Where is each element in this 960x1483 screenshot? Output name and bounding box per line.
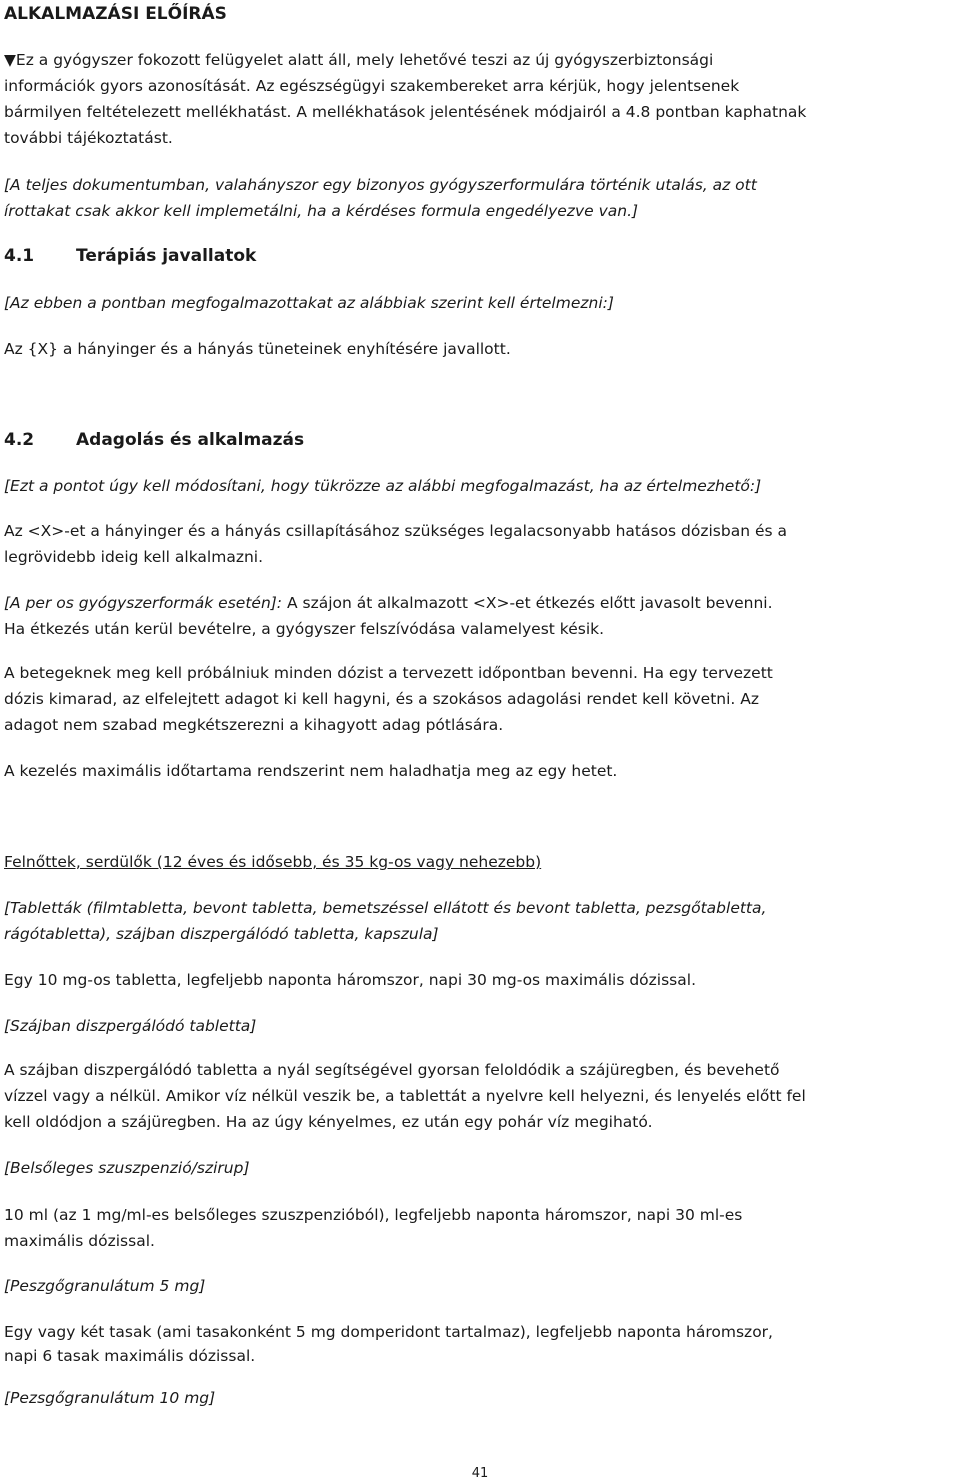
section-heading-4-2	[4, 430, 304, 450]
adults-heading: Felnőttek, serdülők (12 éves és idősebb, és 35 kg-os vagy nehezebb)	[4, 853, 542, 871]
section-heading-4-1	[4, 246, 256, 266]
paragraph-line: legrövidebb ideig kell alkalmazni.	[4, 548, 264, 566]
tablets-dosage: Egy 10 mg-os tabletta, legfeljebb naponta háromszor, napi 30 mg-os maximális dózissal.	[4, 971, 696, 989]
section-note: [Az ebben a pontban megfogalmazottakat az alábbiak szerint kell értelmezni:]	[4, 294, 614, 312]
section-number: 4.1	[4, 246, 35, 266]
intro-line: információk gyors azonosítását. Az egészségügyi szakembereket arra kérjük, hogy jelentsenek	[4, 77, 740, 95]
paragraph-line: dózis kimarad, az elfelejtett adagot ki kell hagyni, és a szokásos adagolási rendet kell követni. Az	[4, 690, 760, 708]
granulate-10-note: [Pezsgőgranulátum 10 mg]	[4, 1389, 216, 1407]
section-title: Adagolás és alkalmazás	[76, 430, 305, 450]
odt-note: [Szájban diszpergálódó tabletta]	[4, 1017, 257, 1035]
suspension-text: maximális dózissal.	[4, 1232, 155, 1250]
intro-line: további tájékoztatást.	[4, 129, 173, 147]
per-os-text: A szájon át alkalmazott <X>-et étkezés előtt javasolt bevenni.	[282, 594, 773, 612]
paragraph-line: adagot nem szabad megkétszerezni a kihagyott adag pótlására.	[4, 716, 504, 734]
tablets-note: rágótabletta), szájban diszpergálódó tabletta, kapszula]	[4, 925, 439, 943]
odt-text: vízzel vagy a nélkül. Amikor víz nélkül veszik be, a tablettát a nyelvre kell helyezni, és lenyelés előtt fel	[4, 1087, 806, 1105]
intro-line: bármilyen feltételezett mellékhatást. A mellékhatások jelentésének módjairól a 4.8 pontban kaphatnak	[4, 103, 807, 121]
full-doc-note: írottakat csak akkor kell implemetálni, ha a kérdéses formula engedélyezve van.]	[4, 202, 639, 220]
granulate-5-text: napi 6 tasak maximális dózissal.	[4, 1347, 256, 1365]
odt-text: kell oldódjon a szájüregben. Ha az úgy kényelmes, ez után egy pohár víz megiható.	[4, 1113, 653, 1131]
full-doc-note: [A teljes dokumentumban, valahányszor egy bizonyos gyógyszerformulára történik utalás, az ott	[4, 176, 757, 194]
intro-line: ▼Ez a gyógyszer fokozott felügyelet alatt áll, mely lehetővé teszi az új gyógyszerbiztonsági	[4, 51, 714, 69]
indication-text: Az {X} a hányinger és a hányás tüneteinek enyhítésére javallott.	[4, 340, 511, 358]
document-title: ALKALMAZÁSI ELŐÍRÁS	[4, 4, 227, 24]
paragraph-line: Az <X>-et a hányinger és a hányás csillapításához szükséges legalacsonyabb hatásos dózisban és a	[4, 522, 787, 540]
suspension-text: 10 ml (az 1 mg/ml-es belsőleges szuszpenzióból), legfeljebb naponta háromszor, napi 30 ml-es	[4, 1206, 743, 1224]
section-number: 4.2	[4, 430, 35, 450]
granulate-5-text: Egy vagy két tasak (ami tasakonként 5 mg domperidont tartalmaz), legfeljebb naponta háromszor,	[4, 1323, 773, 1341]
tablets-note: [Tabletták (filmtabletta, bevont tabletta, bemetszéssel ellátott és bevont tabletta, pezsgőtabletta,	[4, 899, 767, 917]
per-os-note: [A per os gyógyszerformák esetén]:	[4, 594, 283, 612]
granulate-5-note: [Peszgőgranulátum 5 mg]	[4, 1277, 206, 1295]
paragraph-line: A kezelés maximális időtartama rendszerint nem haladhatja meg az egy hetet.	[4, 762, 618, 780]
paragraph-line: A betegeknek meg kell próbálniuk minden dózist a tervezett időpontban bevenni. Ha egy tervezett	[4, 664, 773, 682]
odt-text: A szájban diszpergálódó tabletta a nyál segítségével gyorsan feloldódik a szájüregben, és bevehető	[4, 1061, 780, 1079]
section-note: [Ezt a pontot úgy kell módosítani, hogy tükrözze az alábbi megfogalmazást, ha az értelmezhető:]	[4, 477, 762, 495]
section-title: Terápiás javallatok	[76, 246, 257, 266]
paragraph-line	[4, 593, 773, 613]
page-number: 41	[471, 1466, 489, 1481]
suspension-note: [Belsőleges szuszpenzió/szirup]	[4, 1159, 250, 1177]
paragraph-line: Ha étkezés után kerül bevételre, a gyógyszer felszívódása valamelyest késik.	[4, 620, 605, 638]
